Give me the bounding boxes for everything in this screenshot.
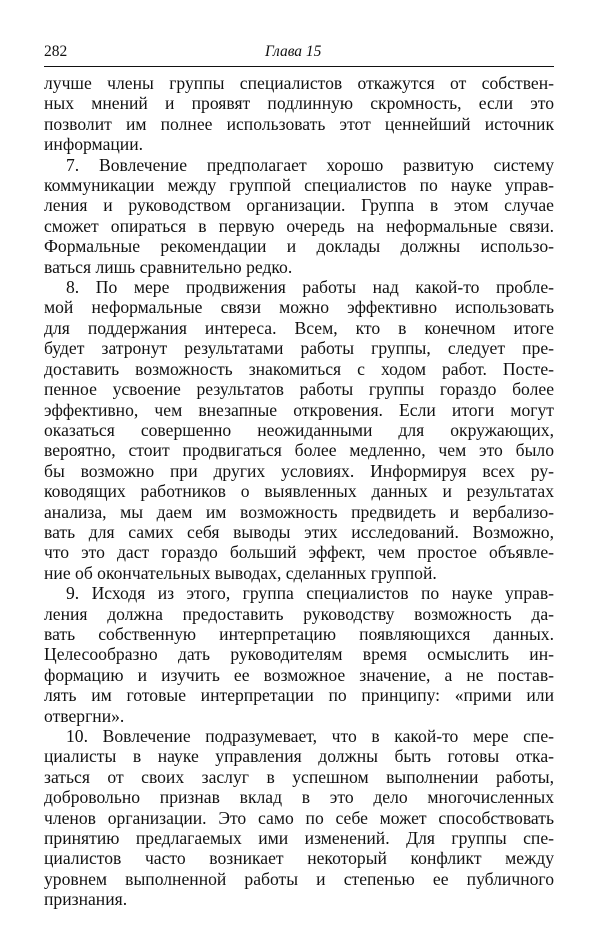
text-line: коммуникации между группой специалистов по науке управ- [44, 175, 554, 196]
text-line: вероятно, стоит продвигаться более медленно, чем это было [44, 440, 554, 461]
text-line: принятию предлагаемых ими изменений. Для группы спе- [44, 828, 554, 849]
text-line: лять им готовые интерпретации по принципу: «прими или [44, 685, 554, 706]
text-line: будет затронут результатами работы группы, следует пре- [44, 338, 554, 359]
page-number: 282 [44, 43, 68, 60]
paragraph-9 [44, 583, 554, 726]
text-line: уровнем выполненной работы и степенью ее публичного [44, 868, 554, 889]
text-line: информации. [44, 134, 144, 155]
text-line: доставить возможность знакомиться с ходом работ. Посте- [44, 358, 554, 379]
text-line: позволит им полнее использовать этот ценнейший источник [44, 113, 554, 134]
text-line: вать собственную интерпретацию появляющихся данных. [44, 623, 554, 644]
text-line: мой неформальные связи можно эффективно использовать [44, 297, 554, 318]
text-line: ления должна предоставить руководству возможность да- [44, 603, 554, 624]
body-text [44, 73, 554, 910]
text-line: вать для самих себя выводы этих исследований. Возможно, [44, 521, 554, 542]
text-line: добровольно признав вклад в это дело многочисленных [44, 787, 554, 808]
text-line: 10. Вовлечение подразумевает, что в какой-то мере спе- [66, 726, 554, 746]
text-line: лучше члены группы специалистов откажутся от собствен- [44, 73, 554, 93]
text-line: для поддержания интереса. Всем, кто в конечном итоге [44, 317, 554, 338]
text-line: анализа, мы даем им возможность предвидеть и вербализо- [44, 501, 554, 522]
running-head [44, 40, 554, 67]
text-line: признания. [44, 889, 128, 910]
text-line: Целесообразно дать руководителям время осмыслить ин- [44, 644, 554, 665]
text-line: сможет опираться в первую очередь на неформальные связи. [44, 215, 554, 236]
text-line: что это даст гораздо больший эффект, чем простое объявле- [44, 542, 554, 563]
text-line: циалистов часто возникает некоторый конфликт между [44, 848, 554, 869]
text-line: ние об окончательных выводах, сделанных группой. [44, 562, 437, 583]
chapter-title: Глава 15 [265, 43, 322, 60]
text-line: формацию и изучить ее возможное значение, а не постав- [44, 664, 554, 685]
text-line: Формальные рекомендации и доклады должны использо- [44, 236, 554, 257]
paragraph-7 [44, 155, 554, 277]
text-line: заться от своих заслуг в успешном выполнении работы, [44, 766, 554, 787]
text-line: ных мнений и проявят подлинную скромность, если это [44, 93, 554, 114]
book-page [44, 40, 554, 910]
text-line: пенное усвоение результатов работы группы гораздо более [44, 379, 554, 400]
text-line: ваться лишь сравнительно редко. [44, 256, 293, 277]
paragraph-continuation [44, 73, 554, 155]
text-line: циалисты в науке управления должны быть готовы отка- [44, 746, 554, 767]
text-line: ления и руководством организации. Группа в этом случае [44, 195, 554, 216]
text-line: 8. По мере продвижения работы над какой-то пробле- [66, 277, 554, 298]
text-line: отвергни». [44, 705, 125, 726]
text-line: эффективно, чем внезапные откровения. Если итоги могут [44, 399, 554, 420]
paragraph-10 [44, 726, 554, 910]
text-line: бы возможно при других условиях. Информируя всех ру- [44, 460, 554, 481]
text-line: оказаться совершенно неожиданными для окружающих, [44, 419, 554, 440]
text-line: членов организации. Это само по себе может способствовать [44, 807, 554, 828]
paragraph-8 [44, 277, 554, 583]
text-line: ководящих работников о выявленных данных и результатах [44, 481, 554, 502]
text-line: 7. Вовлечение предполагает хорошо развитую систему [66, 154, 554, 175]
text-line: 9. Исходя из этого, группа специалистов по науке управ- [66, 583, 554, 604]
